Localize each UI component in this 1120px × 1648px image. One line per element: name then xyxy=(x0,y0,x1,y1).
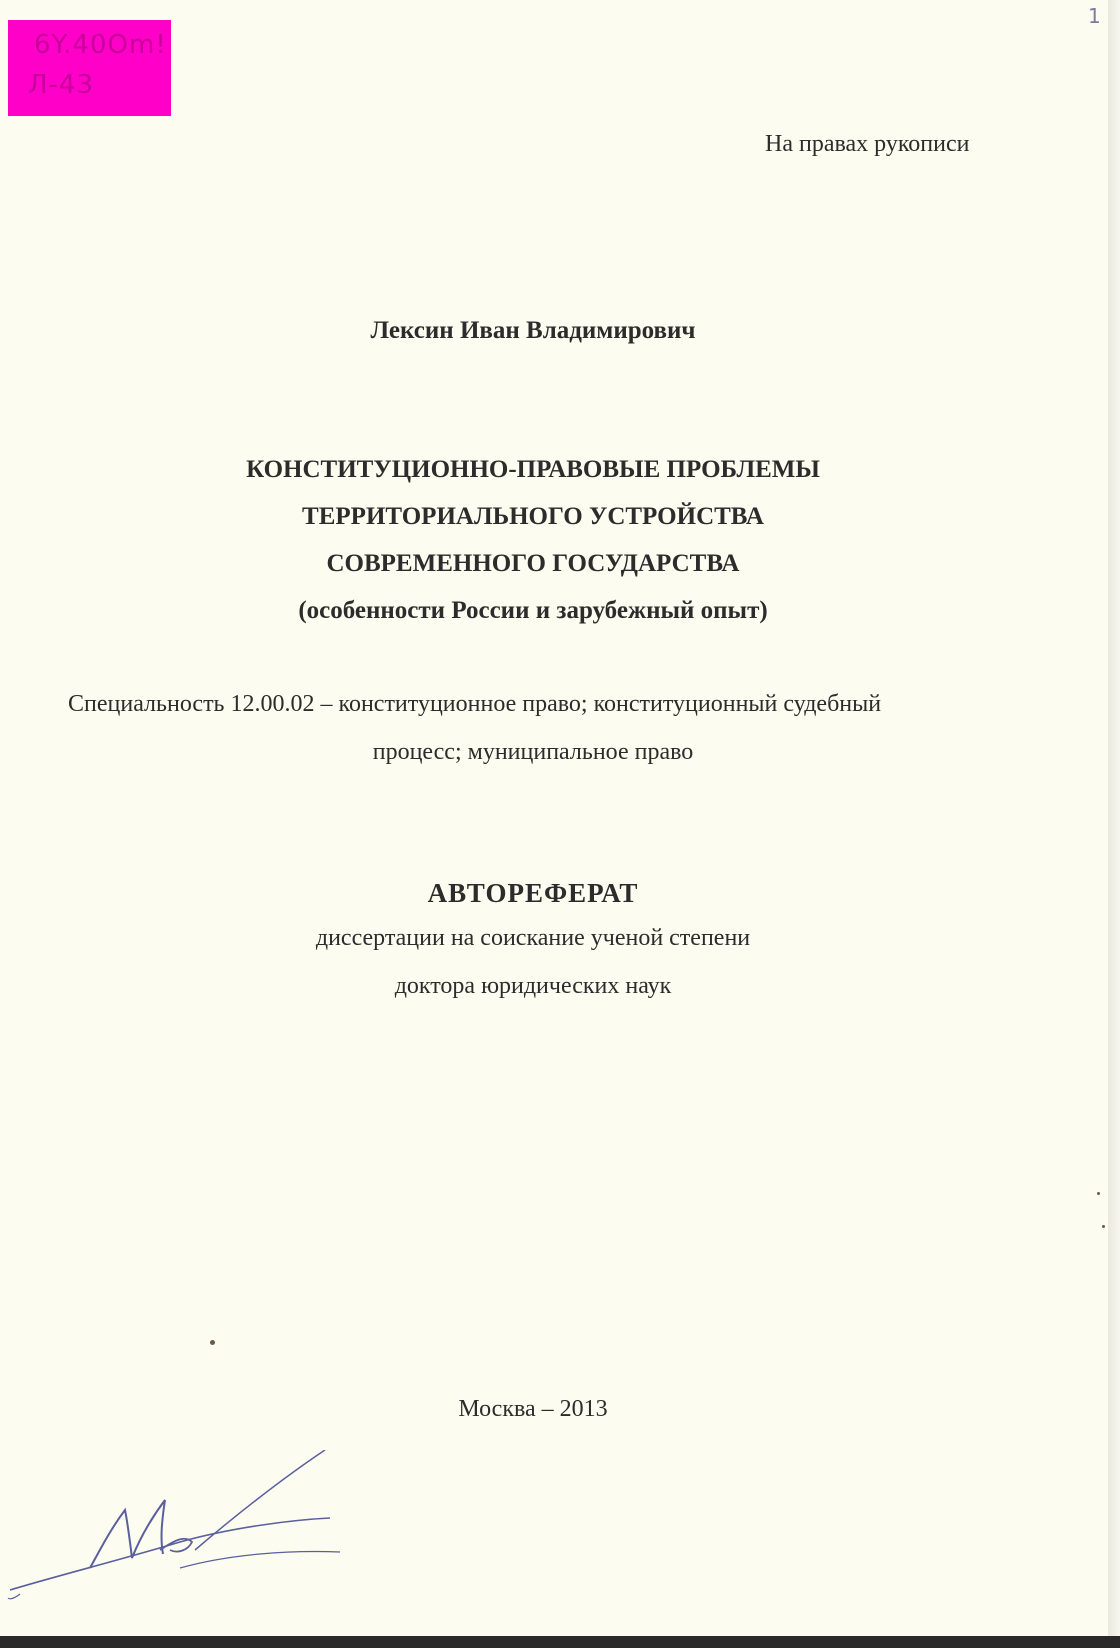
sticker-handwriting-line1: 6Y.40Om! xyxy=(34,30,167,60)
title-line-3: СОВРЕМЕННОГО ГОСУДАРСТВА xyxy=(326,550,740,577)
library-sticker xyxy=(8,20,171,116)
paper-speck xyxy=(1102,1225,1105,1228)
paper-speck xyxy=(1097,1192,1100,1195)
city-year: Москва – 2013 xyxy=(458,1396,608,1422)
paper-speck xyxy=(210,1340,215,1345)
sticker-handwriting-line2: Л-43 xyxy=(28,70,95,100)
author-name: Лексин Иван Владимирович xyxy=(370,317,696,344)
title-line-1: КОНСТИТУЦИОННО-ПРАВОВЫЕ ПРОБЛЕМЫ xyxy=(246,456,820,483)
page-number: 1 xyxy=(1088,4,1101,28)
signature-icon xyxy=(0,1450,360,1600)
scan-border xyxy=(0,1636,1120,1648)
degree-line-1: диссертации на соискание ученой степени xyxy=(315,925,751,951)
specialty-line-2: процесс; муниципальное право xyxy=(372,739,694,765)
title-line-2: ТЕРРИТОРИАЛЬНОГО УСТРОЙСТВА xyxy=(302,503,764,530)
title-subtitle: (особенности России и зарубежный опыт) xyxy=(298,597,768,624)
degree-line-2: доктора юридических наук xyxy=(394,973,672,999)
specialty-line-1: Специальность 12.00.02 – конституционное право; конституционный судебный xyxy=(68,691,882,717)
abstract-heading: АВТОРЕФЕРАТ xyxy=(427,878,639,908)
manuscript-stamp-text: На правах рукописи xyxy=(765,131,970,157)
page-edge xyxy=(1108,0,1120,1648)
